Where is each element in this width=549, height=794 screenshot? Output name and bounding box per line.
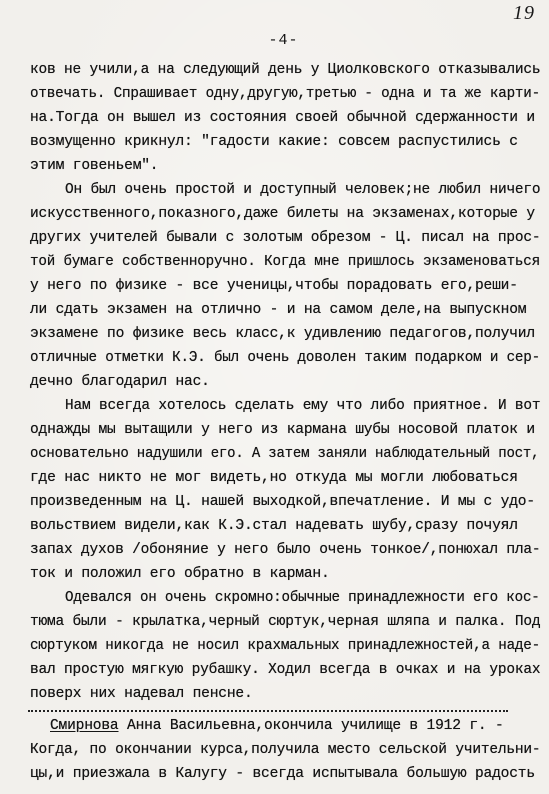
text-line-rest: Анна Васильевна,окончила училище в 1912 г. - [118,718,504,734]
text-line: поверх них надевал пенсне. [30,686,253,702]
text-line: у него по физике - все ученицы,чтобы порадовать его,реши- [30,278,518,294]
text-line: на.Тогда он вышел из состояния своей обычной сдержанности и [30,110,535,126]
text-line: Нам всегда хотелось сделать ему что либо приятное. И вот [65,398,541,414]
text-line: где нас никто не мог видеть,но откуда мы могли любоваться [30,470,518,486]
text-line: отличные отметки К.Э. был очень доволен таким подарком и сер- [30,350,541,366]
text-line: других учителей бывали с золотым обрезом - Ц. писал на прос- [30,230,541,246]
text-line: вал простую мягкую рубашку. Ходил всегда в очках и на уроках [30,662,541,678]
section-divider [28,710,508,712]
text-line: искусственного,показного,даже билеты на экзаменах,которые у [30,206,535,222]
text-line [50,718,504,734]
text-line: той бумаге собственноручно. Когда мне пришлось экзаменоваться [30,254,541,270]
text-line: запах духов /обоняние у него было очень тонкое/,понюхал пла- [30,542,541,558]
text-line: ков не учили,а на следующий день у Циолковского отказывались [30,62,541,78]
text-line: Одевался он очень скромно:обычные принадлежности его кос- [65,590,540,606]
text-line: основательно надушили его. А затем заняли наблюдательный пост, [30,446,540,462]
person-name: Смирнова [50,718,119,734]
text-line: сюртуком никогда не носил крахмальных принадлежностей,а наде- [30,638,541,654]
text-line: этим говеньем". [30,158,159,174]
text-line: однажды мы вытащили у него из кармана шубы носовой платок и [30,422,535,438]
text-line: дечно благодарил нас. [30,374,210,390]
text-line: тюма были - крылатка,черный сюртук,черная шляпа и палка. Под [30,614,541,630]
text-line: вольствием видели,как К.Э.стал надевать шубу,сразу почуял [30,518,518,534]
archive-page-number: 19 [513,2,535,24]
text-line: ток и положил его обратно в карман. [30,566,330,582]
page-number: -4- [268,32,299,49]
text-line: возмущенно крикнул: "гадости какие: совсем распустились с [30,134,518,150]
text-line: ли сдать экзамен на отлично - и на самом деле,на выпускном [30,302,527,318]
text-line: цы,и приезжала в Калугу - всегда испытывала большую радость [30,766,535,782]
text-line: экзамене по физике весь класс,к удивлению педагогов,получил [30,326,535,342]
text-line: отвечать. Спрашивает одну,другую,третью - одна и та же карти- [30,86,541,102]
text-line: Когда, по окончании курса,получила место сельской учительни- [30,742,541,758]
text-line: произведенным на Ц. нашей выходкой,впечатление. И мы с удо- [30,494,535,510]
text-line: Он был очень простой и доступный человек;не любил ничего [65,182,541,198]
